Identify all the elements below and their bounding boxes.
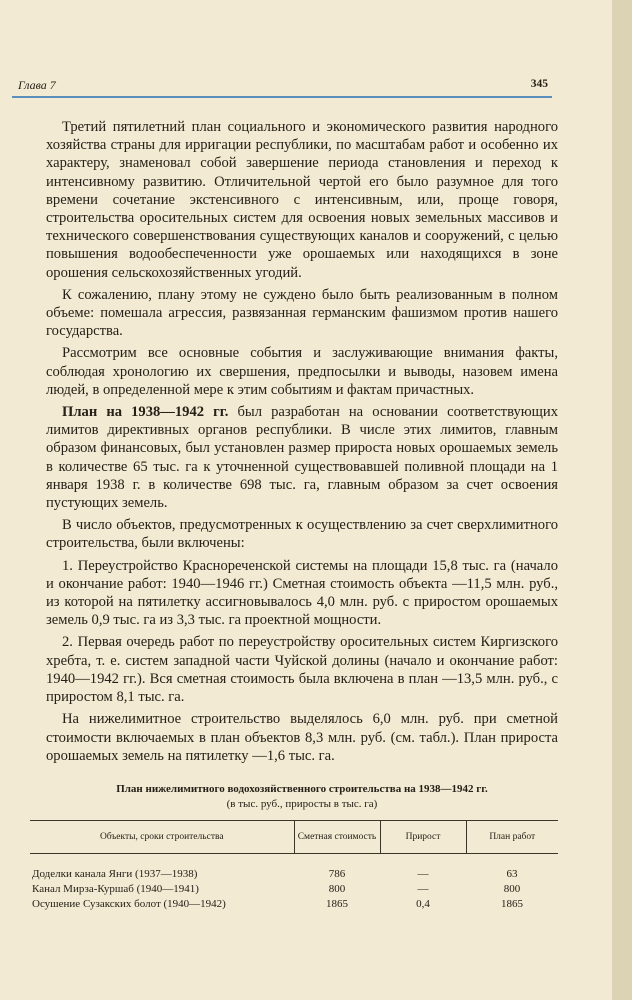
paragraph: Третий пятилетний план социального и экономического развития народного хозяйства страны для ирригации республики, по масштабам работ и особенно их характеру, знаменовал собой завершение периода становления и переход к интенсивному развитию. Отличительной чертой его было разумное для того времени сочетание экстенсивного с интенсивным, или, проще говоря, строительства оросительных систем для освоения новых земельных массивов и технического совершенствования существующих каналов и сооружений, с целью повышения водообеспеченности уже орошаемых или находящихся в зоне орошения сельскохозяйственных угодий. — [46, 119, 558, 281]
page-number: 345 — [530, 78, 548, 90]
body-text — [46, 118, 558, 769]
paragraph: План на 1938—1942 гг. был разработан на основании соответствующих лимитов директивных органов республики. В числе этих лимитов, главным образом финансовых, был установлен размер прироста новых орошаемых земель в количестве 65 тыс. га к уточненной существовавшей поливной площади на 1 января 1938 г. в количестве 698 тыс. га, главным образом за счет освоения пустующих земель. — [46, 404, 558, 512]
estimated-cost: 800 — [328, 883, 346, 895]
object-name: Канал Мирза-Куршаб (1940—1941) — [32, 883, 199, 895]
page-edge — [612, 0, 632, 1000]
table-caption — [46, 782, 558, 812]
estimated-cost: 1865 — [326, 898, 348, 910]
chapter-label: Глава 7 — [18, 78, 56, 92]
paragraph: 1. Переустройство Краснореченской системы на площади 15,8 тыс. га (начало и окончание работ: 1940—1946 гг.) Сметная стоимость объекта —11,5 млн. руб., из которой на пятилетку ассигновывалось 4,0 млн. руб. с приростом орошаемых земель 0,9 тыс. га из 3,3 тыс. га проектной мощности. — [46, 557, 558, 629]
column-header: План работ — [466, 821, 558, 854]
header-rule — [12, 96, 552, 98]
table-subtitle: (в тыс. руб., приросты в тыс. га) — [226, 798, 378, 810]
work-plan: 1865 — [501, 898, 523, 910]
table-header-row — [30, 821, 558, 854]
growth: — — [417, 868, 429, 880]
paragraph: Рассмотрим все основные события и заслуживающие внимания факты, соблюдая хронологию их свершения, предпосылки и выводы, назовем имена людей, в определенной мере к этим событиям и фактам причастных. — [46, 345, 558, 398]
column-header: Сметная стоимость — [294, 821, 380, 854]
paragraph: 2. Первая очередь работ по переустройству оросительных систем Киргизского хребта, т. е. систем западной части Чуйской долины (начало и окончание работ: 1940—1942 гг.). Вся сметная стоимость была включена в план —13,5 млн. руб., с приростом 8,1 тыс. га. — [46, 634, 558, 706]
paragraph: В число объектов, предусмотренных к осуществлению за счет сверхлимитного строительства, были включены: — [46, 517, 558, 552]
table-title: План нижелимитного водохозяйственного строительства на 1938—1942 гг. — [116, 783, 488, 795]
paragraph: К сожалению, плану этому не суждено было быть реализованным в полном объеме: помешала агрессия, развязанная германским фашизмом против нашего государства. — [46, 286, 558, 340]
work-plan: 63 — [506, 868, 518, 880]
column-header: Прирост — [380, 821, 466, 854]
growth: — — [417, 883, 429, 895]
table-row — [30, 897, 558, 912]
running-header — [18, 76, 548, 96]
object-name: Доделки канала Янги (1937—1938) — [32, 868, 198, 880]
object-name: Осушение Сузакских болот (1940—1942) — [32, 898, 226, 910]
column-header: Объекты, сроки строительства — [30, 821, 294, 854]
work-plan: 800 — [503, 883, 521, 895]
estimated-cost: 786 — [328, 868, 346, 880]
paragraph: На нижелимитное строительство выделялось 6,0 млн. руб. при сметной стоимости включаемых в план объектов 8,3 млн. руб. (см. табл.). План прироста орошаемых земель на пятилетку —1,6 тыс. га. — [46, 711, 558, 764]
table-row — [30, 882, 558, 897]
construction-plan-table — [30, 820, 558, 912]
growth: 0,4 — [416, 898, 430, 910]
table-row — [30, 854, 558, 883]
